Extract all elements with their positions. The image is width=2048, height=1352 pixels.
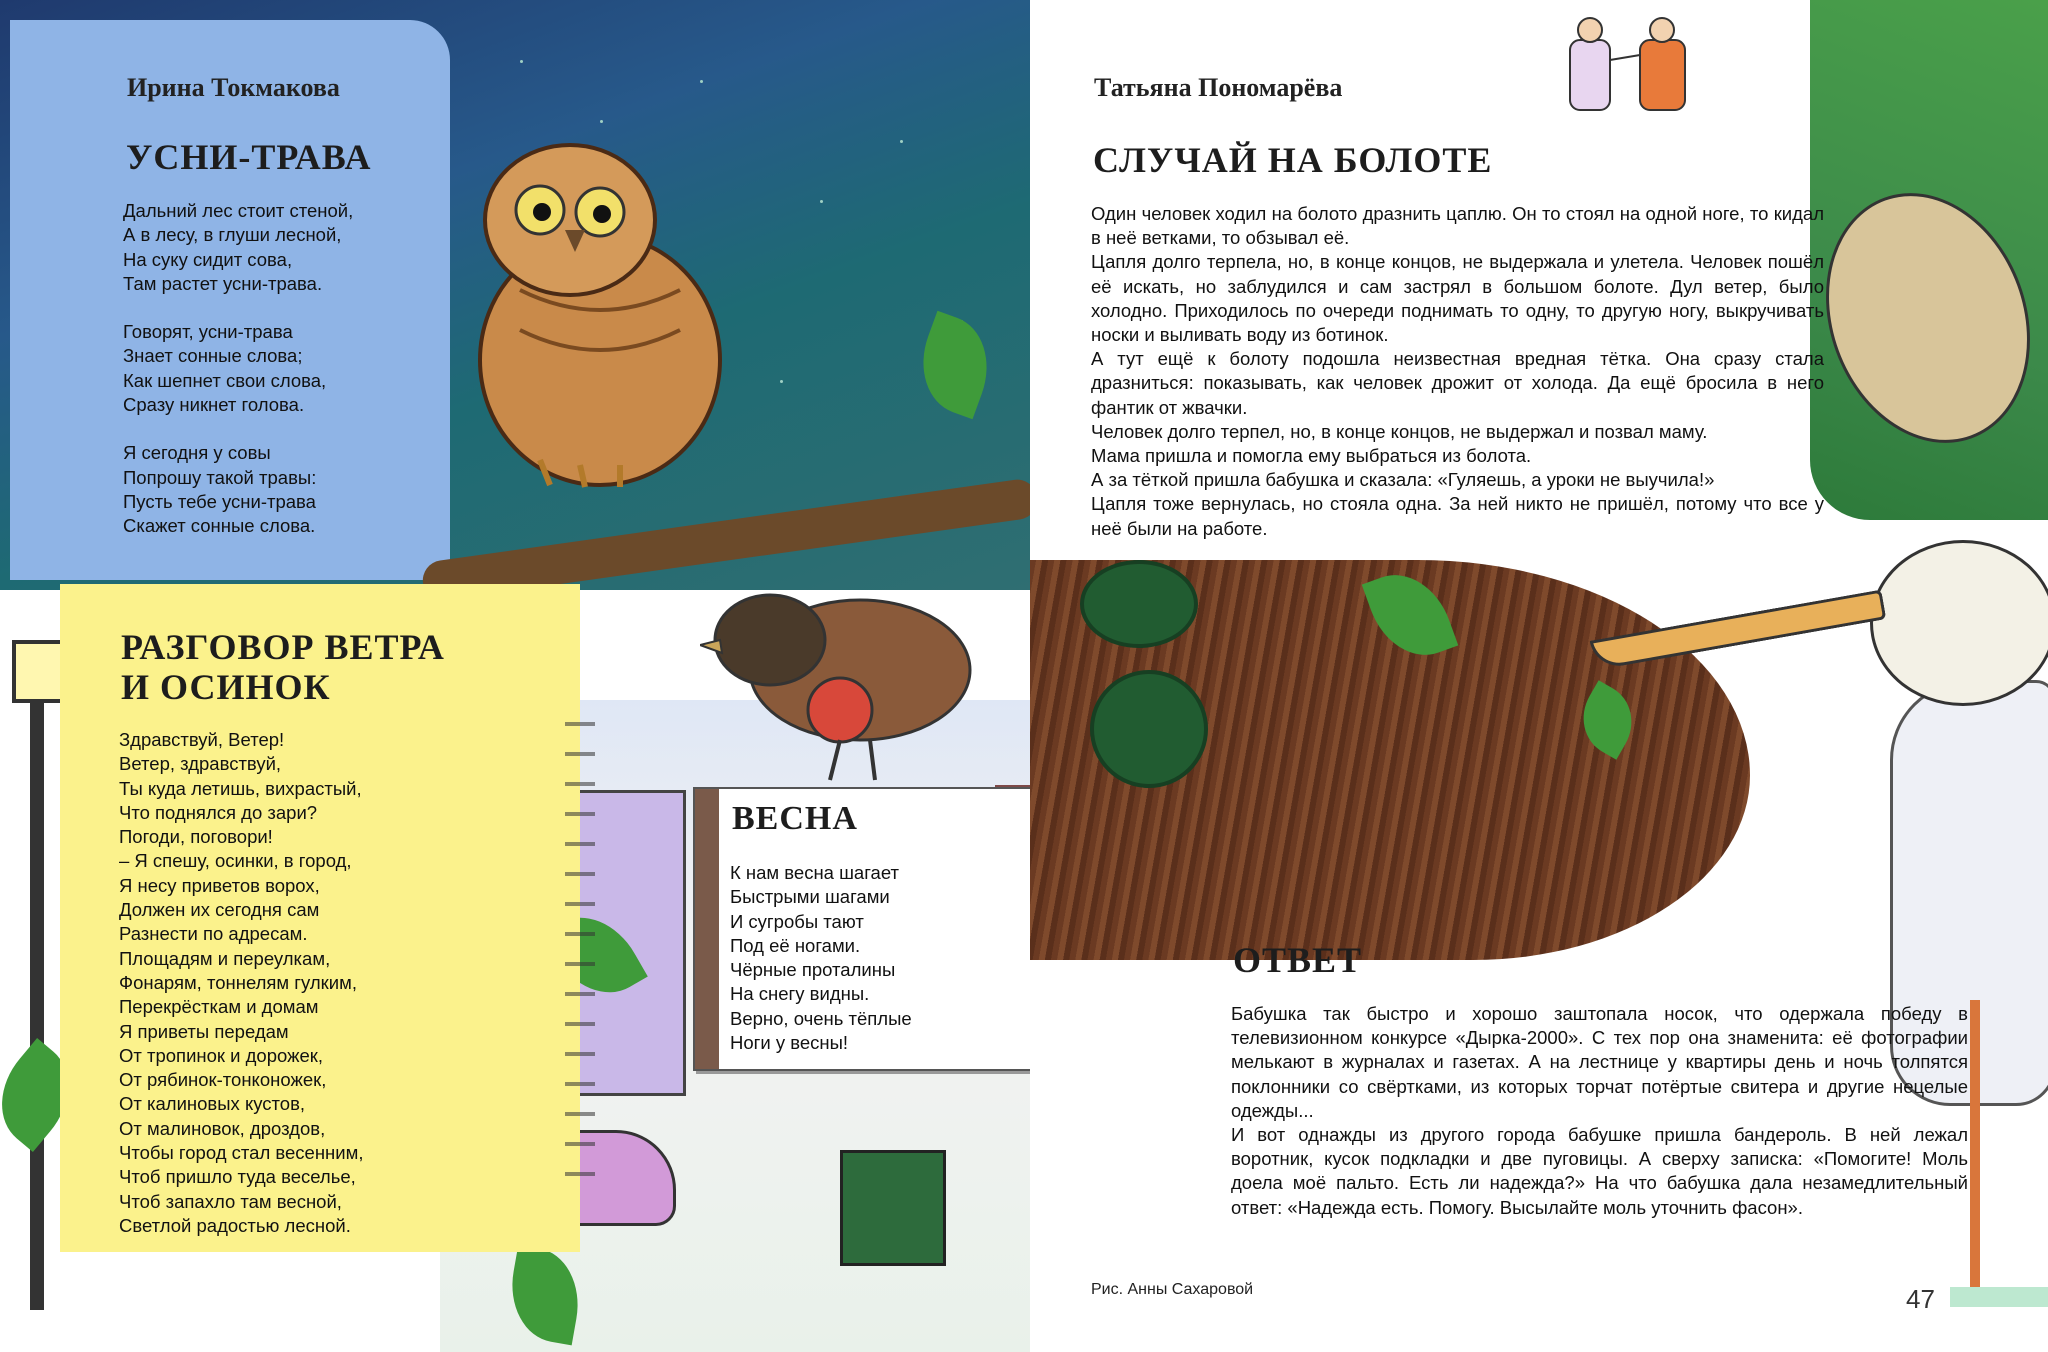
page-number-bar — [1950, 1287, 2048, 1307]
poem-line: На суку сидит сова, — [123, 248, 293, 270]
poem-line: Я несу приветов ворох, — [119, 874, 320, 896]
poem-line: Под её ногами. — [730, 934, 861, 956]
poem-line: Светлой радостью лесной. — [119, 1214, 351, 1236]
story-paragraph: И вот однажды из другого города бабушке пришла бандероль. В ней лежал воротник, кусок подкладки и две пуговицы. А сверху записка: «Помогите! Моль доела моё пальто. Есть ли надежда?» На что бабушка дала незамедлительный ответ: «Надежда есть. Помогу. Высылайте моль уточнить фасон». — [1231, 1124, 1968, 1218]
poem2-title-line: И ОСИНОК — [121, 667, 331, 707]
story-paragraph: Мама пришла и помогла ему выбраться из болота. — [1091, 445, 1532, 467]
trash-bin-illustration — [840, 1150, 946, 1266]
heron-head — [1870, 540, 2048, 706]
poem-line: От тропинок и дорожек, — [119, 1044, 323, 1066]
poem-line: Фонарям, тоннелям гулким, — [119, 971, 357, 993]
poem2-title — [121, 627, 445, 707]
story-author: Татьяна Пономарёва — [1094, 73, 1343, 102]
poem2-title-line: РАЗГОВОР ВЕТРА — [121, 627, 445, 667]
poem-line: Площадям и переулкам, — [119, 947, 331, 969]
poem-line: Ноги у весны! — [730, 1032, 849, 1054]
poem1-title: УСНИ-ТРАВА — [126, 137, 372, 177]
story-text — [1091, 202, 1824, 541]
poem-line: Перекрёсткам и домам — [119, 996, 319, 1018]
poem1-author: Ирина Токмакова — [127, 73, 340, 102]
story-paragraph: Цапля долго терпела, но, в конце концов, не выдержала и улетела. Человек пошёл её искать, но заблудился и сам застрял в большом болоте. Дул ветер, было холодно. Приходилось по очереди поднимать то одну, то другую ногу, выкручивать носки и выливать воду из ботинок. — [1091, 251, 1824, 346]
story-paragraph: Бабушка так быстро и хорошо заштопала носок, что одержала победу в телевизионном конкурсе «Дырка-2000». С тех пор она знаменита: её фотографии мелькают в журналах и газетах. А на лестнице у квартиры день и ночь толпятся поклонники со свёртками, из которых торчат потёртые свитера и другие нецелые одежды... — [1231, 1003, 1968, 1121]
story-paragraph: А тут ещё к болоту подошла неизвестная вредная тётка. Она сразу стала дразниться: показывать, как человек дрожит от холода. Да ещё бросила в него фантик от жвачки. — [1091, 348, 1824, 418]
bird-illustration — [700, 560, 1020, 790]
poem3-text — [730, 861, 912, 1055]
poem3-title: ВЕСНА — [732, 800, 858, 837]
stanza — [123, 320, 353, 417]
poem-line: От калиновых кустов, — [119, 1093, 306, 1115]
story-title: СЛУЧАЙ НА БОЛОТЕ — [1093, 140, 1493, 180]
poem-line: Я приветы передам — [119, 1020, 289, 1042]
poem-line: Ты куда летишь, вихрастый, — [119, 777, 362, 799]
coat-button-illustration — [1080, 560, 1198, 648]
poem-line: Пусть тебе усни-трава — [123, 490, 316, 512]
poem-line: От малиновок, дроздов, — [119, 1117, 326, 1139]
poem-line: Говорят, усни-трава — [123, 321, 293, 343]
poem-line: И сугробы тают — [730, 910, 864, 932]
poem-line: Сразу никнет голова. — [123, 394, 305, 416]
poem-line: Чтобы город стал весенним, — [119, 1142, 364, 1164]
story-paragraph: А за тёткой пришла бабушка и сказала: «Гуляешь, а уроки не выучила!» — [1091, 469, 1715, 491]
stanza — [123, 441, 353, 538]
story-paragraph: Цапля тоже вернулась, но стояла одна. За ней никто не пришёл, потому что все у неё были на работе. — [1091, 493, 1824, 539]
poem-line: Разнести по адресам. — [119, 923, 308, 945]
poem-line: Ветер, здравствуй, — [119, 753, 282, 775]
poem-line: Чтоб пришло туда веселье, — [119, 1166, 356, 1188]
poem-line: Как шепнет свои слова, — [123, 369, 327, 391]
poem-line: Скажет сонные слова. — [123, 515, 316, 537]
poem-line: Там растет усни-трава. — [123, 272, 323, 294]
poem1-text — [123, 199, 353, 563]
poem-line: Чёрные проталины — [730, 959, 896, 981]
poem-line: От рябинок-тонконожек, — [119, 1069, 327, 1091]
poem2-text — [119, 728, 363, 1238]
poem-line: – Я спешу, осинки, в город, — [119, 850, 352, 872]
poem-line: Должен их сегодня сам — [119, 899, 320, 921]
story-paragraph: Человек долго терпел, но, в конце концов, не выдержал и позвал маму. — [1091, 420, 1708, 442]
coat-button-illustration — [1090, 670, 1208, 788]
poem-line: Дальний лес стоит стеной, — [123, 200, 354, 221]
right-page — [1030, 0, 2048, 1352]
street-lamp-illustration — [30, 650, 44, 1310]
poem-line: Погоди, поговори! — [119, 826, 273, 848]
answer-text — [1231, 1002, 1968, 1220]
answer-title: ОТВЕТ — [1233, 940, 1363, 980]
poem-line: Попрошу такой травы: — [123, 466, 317, 488]
poem-line: А в лесу, в глуши лесной, — [123, 224, 342, 246]
story-paragraph: Один человек ходил на болото дразнить цаплю. Он то стоял на одной ноге, то кидал в неё ветками, то обзывал её. — [1091, 203, 1824, 249]
people-illustration — [1550, 10, 1710, 130]
poem-line: Что поднялся до зари? — [119, 801, 318, 823]
heron-leg — [1970, 1000, 1980, 1300]
poem-line: Я сегодня у совы — [123, 442, 271, 464]
poem-line: Чтоб запахло там весной, — [119, 1190, 342, 1212]
poem-line: Верно, очень тёплые — [730, 1007, 912, 1029]
illustration-credit: Рис. Анны Сахаровой — [1091, 1281, 1254, 1298]
poem-line: На снегу видны. — [730, 983, 870, 1005]
poem-line: К нам весна шагает — [730, 862, 899, 883]
poem-line: Знает сонные слова; — [123, 345, 303, 367]
poem-line: Здравствуй, Ветер! — [119, 729, 285, 750]
stanza — [123, 199, 353, 296]
poem-line: Быстрыми шагами — [730, 886, 890, 908]
owl-illustration — [450, 130, 750, 490]
page-number: 47 — [1906, 1284, 1935, 1314]
